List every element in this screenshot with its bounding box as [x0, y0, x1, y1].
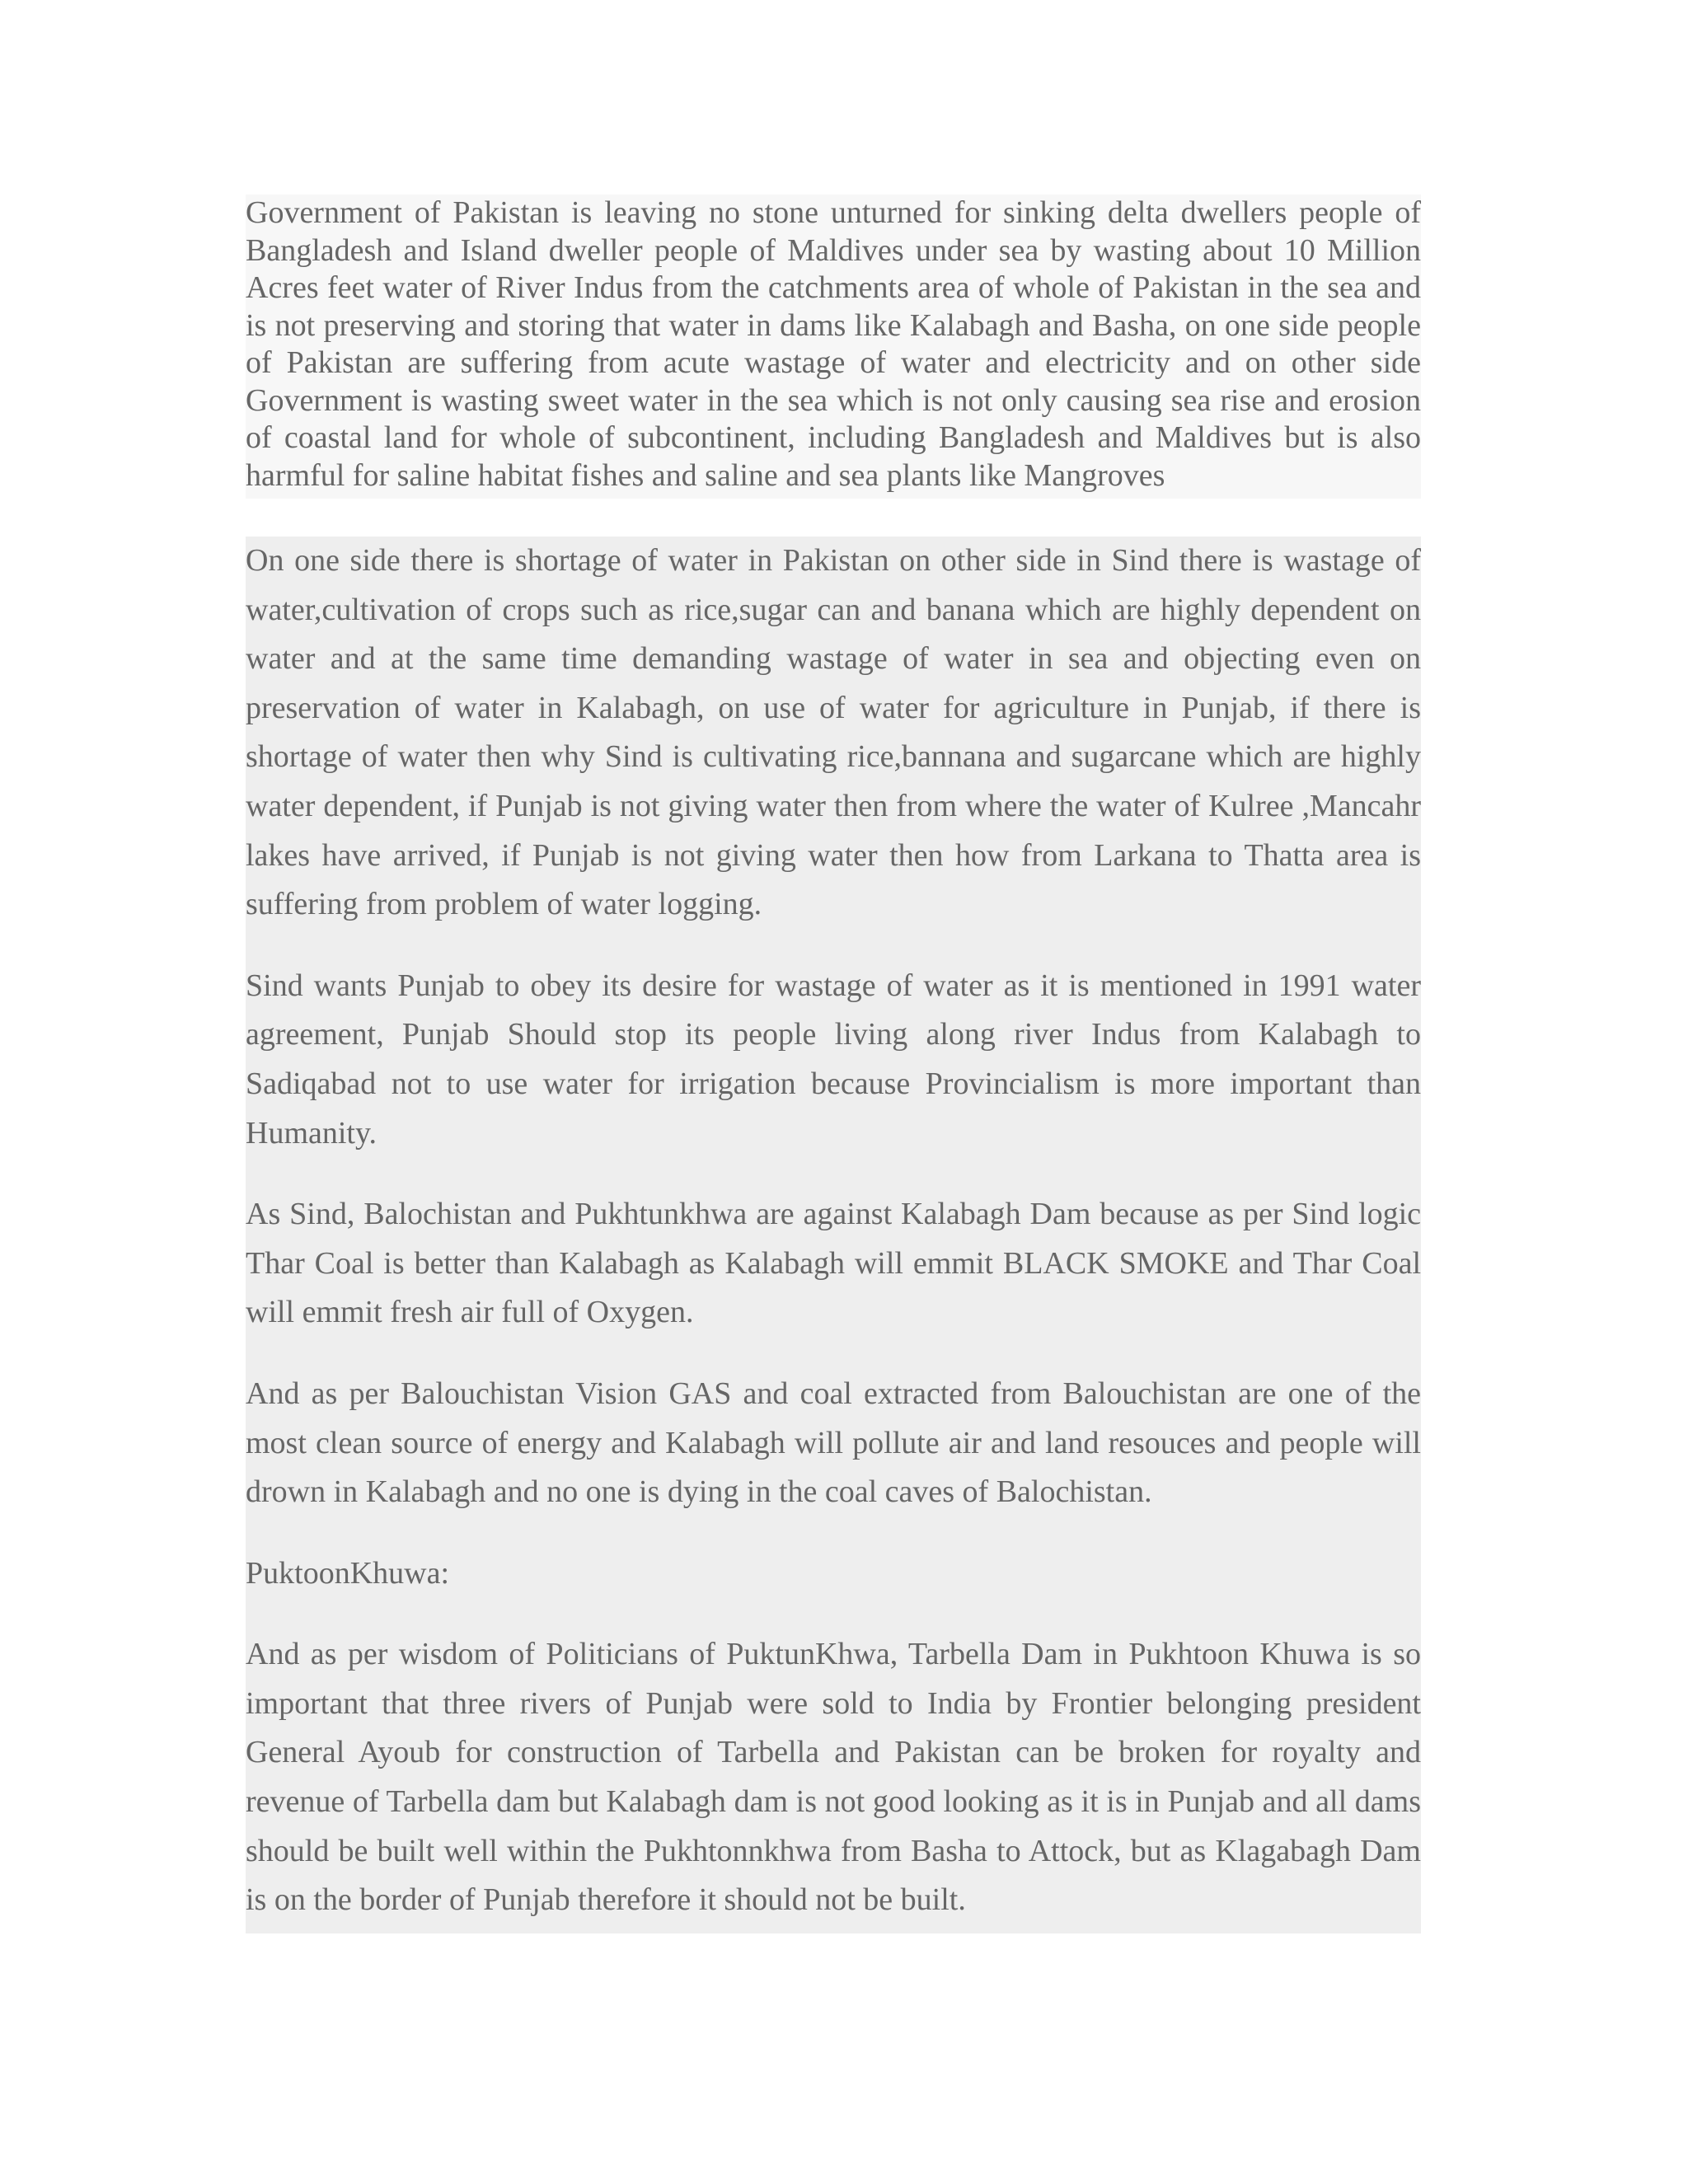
- paragraph-water-shortage: On one side there is shortage of water in Pakistan on other side in Sind there is wastage of water,cultivation of crops such as rice,sugar can and banana which are highly dependent on water and at the same time demanding wastage of water in sea and objecting even on preservation of water in Kalabagh, on use of water for agriculture in Punjab, if there is shortage of water then why Sind is cultivating rice,bannana and sugarcane which are highly water dependent, if Punjab is not giving water then from where the water of Kulree ,Mancahr lakes have arrived, if Punjab is not giving water then how from Larkana to Thatta area is suffering from problem of water logging.: [246, 543, 1421, 922]
- body-block: [246, 537, 1421, 1933]
- paragraph-sind-agreement: Sind wants Punjab to obey its desire for wastage of water as it is mentioned in 1991 water agreement, Punjab Should stop its people living along river Indus from Kalabagh to Sadiqabad not to use water for irrigation because Provincialism is more important than Humanity.: [246, 968, 1421, 1151]
- intro-paragraph: Government of Pakistan is leaving no stone unturned for sinking delta dwellers people of Bangladesh and Island dweller people of Maldives under sea by wasting about 10 Million Acres feet water of River Indus from the catchments area of whole of Pakistan in the sea and is not preserving and storing that water in dams like Kalabagh and Basha, on one side people of Pakistan are suffering from acute wastage of water and electricity and on other side Government is wasting sweet water in the sea which is not only causing sea rise and erosion of coastal land for whole of subcontinent, including Bangladesh and Maldives but is also harmful for saline habitat fishes and saline and sea plants like Mangroves: [246, 195, 1421, 493]
- paragraph-balouchistan: And as per Balouchistan Vision GAS and coal extracted from Balouchistan are one of the most clean source of energy and Kalabagh will pollute air and land resouces and people will drown in Kalabagh and no one is dying in the coal caves of Balochistan.: [246, 1376, 1421, 1510]
- section-heading-puktoonkhuwa: PuktoonKhuwa:: [246, 1555, 449, 1591]
- intro-block: [246, 194, 1421, 499]
- paragraph-tarbella: And as per wisdom of Politicians of PuktunKhwa, Tarbella Dam in Pukhtoon Khuwa is so important that three rivers of Punjab were sold to India by Frontier belonging president General Ayoub for construction of Tarbella and Pakistan can be broken for royalty and revenue of Tarbella dam but Kalabagh dam is not good looking as it is in Punjab and all dams should be built well within the Pukhtonnkhwa from Basha to Attock, but as Klagabagh Dam is on the border of Punjab therefore it should not be built.: [246, 1637, 1421, 1918]
- paragraph-thar-coal: As Sind, Balochistan and Pukhtunkhwa are against Kalabagh Dam because as per Sind logic Thar Coal is better than Kalabagh as Kalabagh will emmit BLACK SMOKE and Thar Coal will emmit fresh air full of Oxygen.: [246, 1197, 1421, 1330]
